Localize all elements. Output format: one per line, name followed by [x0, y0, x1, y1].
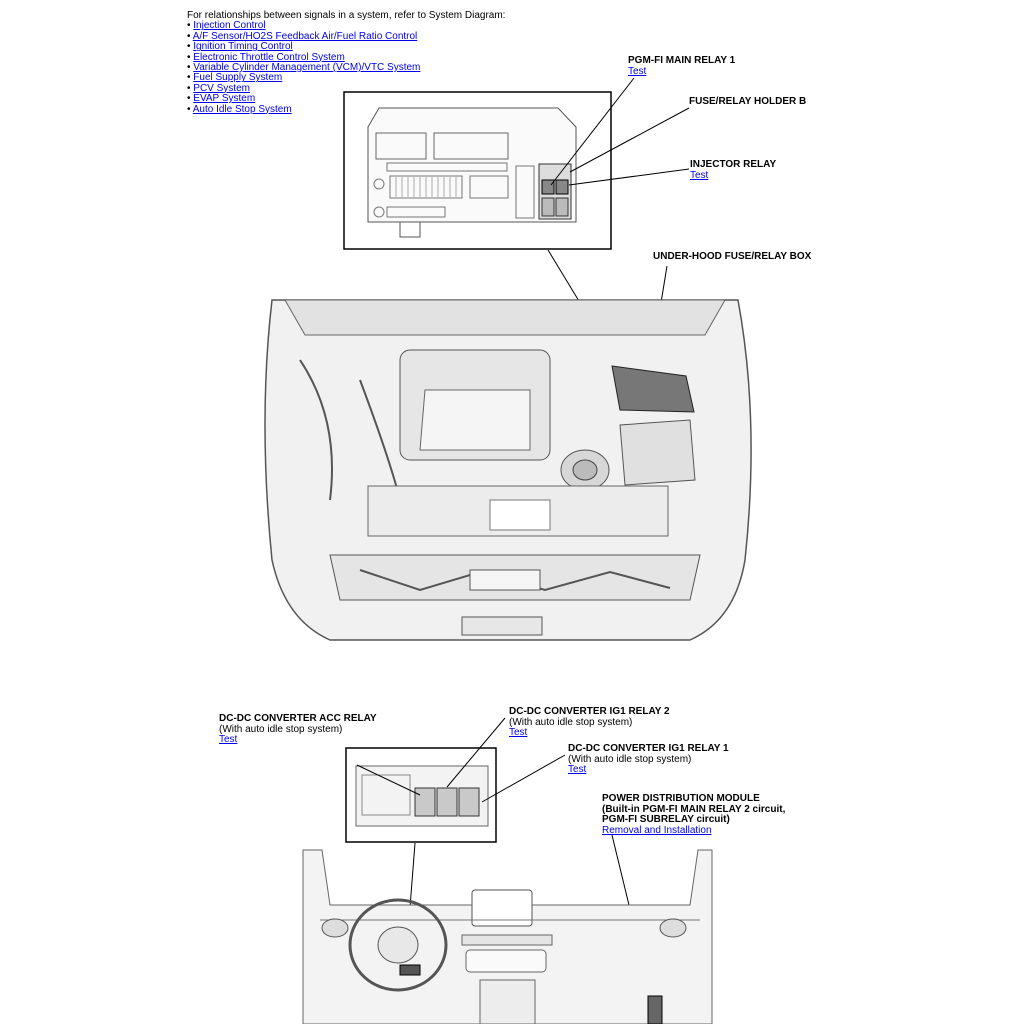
link-injection-control[interactable]: Injection Control	[193, 20, 266, 32]
callout-dcdc-ig1-relay-1	[568, 744, 729, 776]
callout-title: POWER DISTRIBUTION MODULE	[602, 793, 760, 804]
callout-pgm-fi-main-relay-1	[628, 56, 735, 77]
callout-title: UNDER-HOOD FUSE/RELAY BOX	[653, 251, 812, 262]
dashboard-illustration	[303, 850, 712, 1024]
callout-title-line-3: PGM-FI SUBRELAY circuit)	[602, 814, 730, 825]
dcdc-relay-inset	[346, 748, 496, 842]
test-link[interactable]: Test	[509, 727, 528, 738]
test-link[interactable]: Test	[628, 65, 647, 77]
callout-title: FUSE/RELAY HOLDER B	[689, 96, 807, 107]
fuse-relay-box-inset	[344, 92, 611, 249]
test-link[interactable]: Test	[219, 734, 238, 745]
callout-fuse-relay-holder-b	[689, 97, 806, 108]
link-electronic-throttle[interactable]: Electronic Throttle Control System	[193, 51, 345, 63]
callout-subtitle: (With auto idle stop system)	[509, 716, 633, 728]
callout-title: DC-DC CONVERTER IG1 RELAY 1	[568, 743, 729, 754]
link-pcv[interactable]: PCV System	[193, 82, 250, 94]
removal-installation-link[interactable]: Removal and Installation	[602, 824, 712, 836]
intro-text: For relationships between signals in a system, refer to System Diagram:	[187, 10, 506, 21]
callout-injector-relay	[690, 160, 776, 181]
callout-title: INJECTOR RELAY	[690, 159, 777, 170]
callout-power-distribution-module	[602, 794, 785, 836]
link-auto-idle-stop[interactable]: Auto Idle Stop System	[192, 103, 292, 115]
callout-title: DC-DC CONVERTER IG1 RELAY 2	[509, 706, 670, 717]
callout-title-line-2: (Built-in PGM-FI MAIN RELAY 2 circuit,	[602, 803, 786, 815]
test-link[interactable]: Test	[568, 764, 587, 775]
callout-title: PGM-FI MAIN RELAY 1	[628, 55, 736, 66]
callout-subtitle: (With auto idle stop system)	[568, 753, 692, 765]
link-evap[interactable]: EVAP System	[193, 93, 256, 105]
link-vcm-vtc[interactable]: Variable Cylinder Management (VCM)/VTC System	[193, 62, 421, 74]
callout-under-hood-fuse-relay-box	[653, 252, 811, 263]
link-ignition-timing[interactable]: Ignition Timing Control	[193, 41, 293, 53]
test-link[interactable]: Test	[690, 169, 709, 181]
callout-title: DC-DC CONVERTER ACC RELAY	[219, 713, 377, 724]
callout-subtitle: (With auto idle stop system)	[219, 723, 343, 735]
engine-bay-illustration	[265, 300, 751, 640]
link-af-sensor[interactable]: A/F Sensor/HO2S Feedback Air/Fuel Ratio Control	[192, 30, 418, 42]
callout-dcdc-acc-relay	[219, 714, 377, 746]
link-fuel-supply[interactable]: Fuel Supply System	[193, 72, 283, 84]
callout-dcdc-ig1-relay-2	[509, 707, 670, 739]
